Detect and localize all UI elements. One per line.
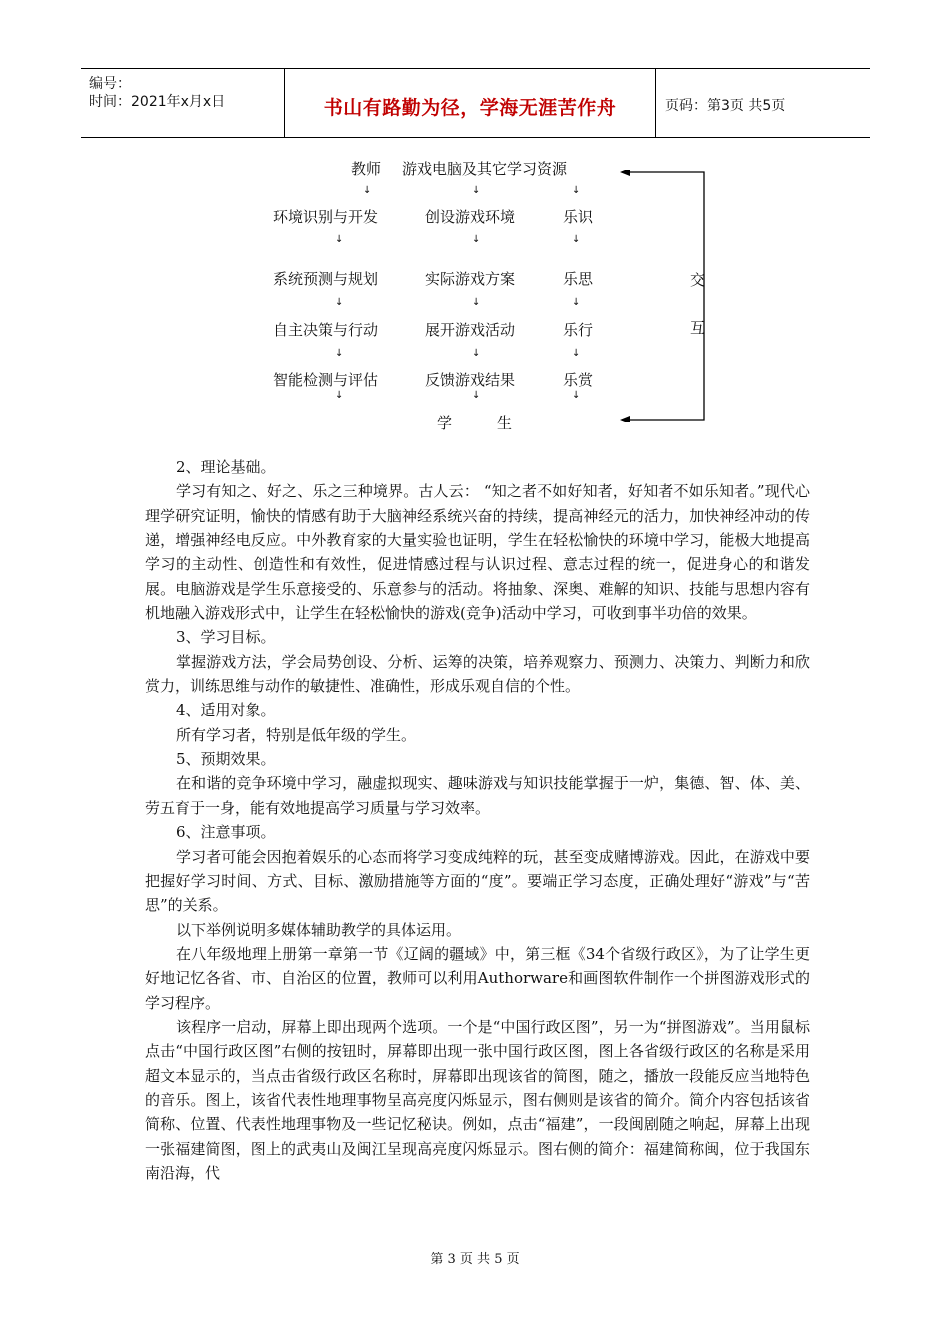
paragraph: 掌握游戏方法，学会局势创设、分析、运筹的决策，培养观察力、预测力、决策力、判断力和欣赏力，训练思维与动作的敏捷性、准确性，形成乐观自信的个性。 [145,652,810,696]
interaction-loop-arrow [620,170,706,422]
section-heading: 4、适用对象。 [176,701,276,720]
diagram-right-1: 乐识 [563,208,594,226]
arrow-down-icon: ↓ [472,297,481,308]
diagram-teacher: 教师 [351,160,382,178]
arrow-down-icon: ↓ [472,348,481,359]
arrow-down-icon: ↓ [472,185,481,196]
diagram-middle-2: 实际游戏方案 [425,270,516,288]
paragraph: 学习有知之、好之、乐之三种境界。古人云： “知之者不如好知者，好知者不如乐知者。”现代心理学研究证明，愉快的情感有助于大脑神经系统兴奋的持续，提高神经元的活力，加快神经冲动的传递，增强神经电反应。中外教育家的大量实验也证明，学生在轻松愉快的环境中学习，能极大地提高学习的主动性、创造性和有效性，促进情感过程与认识过程、意志过程的统一，促进身心的和谐发展。电脑游戏是学生乐意接受的、乐意参与的活动。将抽象、深奥、难解的知识、技能与思想内容有机地融入游戏形式中，让学生在轻松愉快的游戏(竞争)活动中学习，可收到事半功倍的效果。 [145,482,810,623]
section-heading: 6、注意事项。 [176,823,276,842]
diagram-middle-1: 创设游戏环境 [425,208,516,226]
arrow-down-icon: ↓ [335,348,344,359]
arrow-down-icon: ↓ [572,297,581,308]
arrow-down-icon: ↓ [335,234,344,245]
page-footer: 第 3 页 共 5 页 [430,1252,520,1267]
diagram-right-2: 乐思 [563,270,594,288]
diagram-left-3: 自主决策与行动 [273,321,379,339]
paragraph: 所有学习者，特别是低年级的学生。 [176,725,417,744]
diagram-left-2: 系统预测与规划 [273,270,379,288]
section-heading: 3、学习目标。 [176,628,276,647]
diagram-middle-4: 反馈游戏结果 [425,371,516,389]
section-heading: 2、理论基础。 [176,458,276,476]
diagram-right-3: 乐行 [563,321,594,339]
paragraph: 学习者可能会因抱着娱乐的心态而将学习变成纯粹的玩，甚至变成赌博游戏。因此，在游戏中要把握好学习时间、方式、目标、激励措施等方面的“度”。要端正学习态度，正确处理好“游戏”与“苦思”的关系。 [145,847,810,915]
paragraph: 该程序一启动，屏幕上即出现两个选项。一个是“中国行政区图”，另一为“拼图游戏”。当用鼠标点击“中国行政区图”右侧的按钮时，屏幕即出现一张中国行政区图，图上各省级行政区的名称是采用超文本显示的，当点击省级行政区名称时，屏幕即出现该省的简图，随之，播放一段能反应当地特色的音乐。图上，该省代表性地理事物呈高亮度闪烁显示，图右侧则是该省的简介。简介内容包括该省简称、位置、代表性地理事物及一些记忆秘诀。例如，点击“福建”，一段闽剧随之响起，屏幕上出现一张福建简图，图上的武夷山及闽江呈现高亮度闪烁显示。图右侧的简介：福建简称闽，位于我国东南沿海，代 [145,1017,810,1182]
paragraph: 在和谐的竞争环境中学习，融虚拟现实、趣味游戏与知识技能掌握于一炉，集德、智、体、美、劳五育于一身，能有效地提高学习质量与学习效率。 [145,774,810,817]
arrow-down-icon: ↓ [335,297,344,308]
arrow-down-icon: ↓ [335,390,344,401]
arrow-down-icon: ↓ [472,390,481,401]
paragraph: 以下举例说明多媒体辅助教学的具体运用。 [176,920,462,939]
arrow-down-icon: ↓ [572,390,581,401]
document-number: 编号： [89,76,131,92]
game-learning-flow-diagram [0,0,950,440]
diagram-left-1: 环境识别与开发 [273,208,379,226]
header-page-info: 页码：第3页 共5页 [665,98,786,114]
arrow-down-icon: ↓ [363,185,372,196]
arrow-down-icon: ↓ [572,185,581,196]
arrow-down-icon: ↓ [572,234,581,245]
diagram-interaction-1: 交 [690,271,706,289]
diagram-resources: 游戏电脑及其它学习资源 [402,160,568,178]
diagram-middle-3: 展开游戏活动 [425,321,516,339]
document-date: 时间：2021年x月x日 [89,94,226,110]
arrow-down-icon: ↓ [572,348,581,359]
arrow-down-icon: ↓ [472,234,481,245]
document-body [145,455,810,1185]
diagram-left-4: 智能检测与评估 [273,371,379,389]
motto: 书山有路勤为径，学海无涯苦作舟 [323,97,617,119]
diagram-right-4: 乐赏 [563,371,594,389]
diagram-student-2: 生 [497,414,513,432]
diagram-student-1: 学 [437,414,453,432]
diagram-interaction-2: 互 [690,319,706,337]
paragraph: 在八年级地理上册第一章第一节《辽阔的疆域》中，第三框《34个省级行政区》，为了让学生更好地记忆各省、市、自治区的位置，教师可以利用Authorware和画图软件制作一个拼图游戏形式的学习程序。 [145,944,810,1012]
section-heading: 5、预期效果。 [176,750,276,769]
